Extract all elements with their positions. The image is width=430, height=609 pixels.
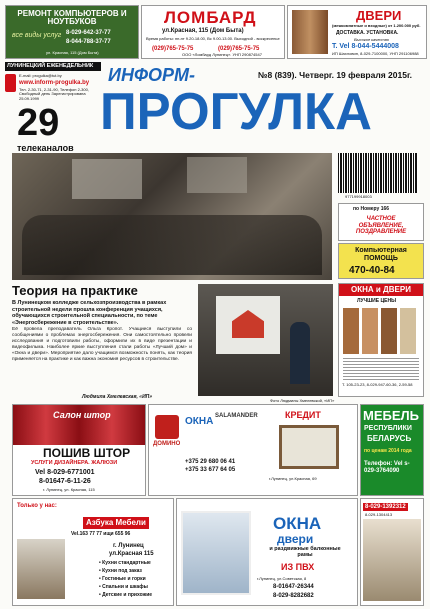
- ad-lombard-footer: ООО «Ломбард Лунинец». УНП 290874547: [182, 52, 262, 57]
- kitchen-item-2: • Кухни под заказ: [99, 568, 142, 574]
- domino-label: ОКНА: [185, 416, 214, 427]
- title-small: ИНФОРМ-: [108, 65, 195, 85]
- kitchen-item-3: • Гостиные и горки: [99, 576, 146, 582]
- speaker: [290, 322, 310, 384]
- ad-doors-phone: Т. Vel 8-044-5444008: [332, 43, 399, 50]
- bathroom-image: [363, 519, 421, 601]
- article-headline: Теория на практике: [12, 283, 138, 298]
- ad-computer-phone1: 8-029-642-37-77: [66, 30, 111, 36]
- computer-help-phone: 470-40-84: [349, 265, 395, 276]
- photo-window-2: [187, 157, 247, 193]
- ad-curtains[interactable]: [12, 404, 146, 496]
- door-sample-1: [343, 308, 359, 354]
- contacts-text: Тел. 2-30-71, 2-31-90, Телефон 2-300, Свободный день Зарегистрирована 25.09.1999: [19, 87, 89, 101]
- article-lead: В Лунинецком колледже сельхозпроизводства в рамках строительной недели прошла конференция учащихся, обучающихся строительной специальности, по теме «Энергосбережение в строительстве».: [12, 300, 167, 326]
- ad-computer-repair[interactable]: [5, 5, 139, 59]
- barcode-number: 977199918003: [345, 194, 372, 199]
- ad-windows-pvc[interactable]: [176, 498, 358, 606]
- domino-credit: КРЕДИТ: [285, 410, 321, 420]
- ad-furniture[interactable]: [360, 404, 424, 496]
- classifieds-issue: по Номеру 166: [353, 206, 390, 212]
- furniture-title: МЕБЕЛЬ: [363, 408, 419, 423]
- masthead-left-panel: [5, 62, 101, 158]
- ad-kitchen[interactable]: [12, 498, 174, 606]
- weekly-label: ЛУНИНЕЦКИЙ ЕЖЕНЕДЕЛЬНИК: [5, 62, 101, 71]
- curtains-address: г. Лунинец, ул. Красная, 115: [43, 487, 95, 492]
- curtains-shop: Салон штор: [53, 410, 111, 420]
- ad-lombard-hours: Время работы: пн-пт 9.20-18.00, Вс 9.00-13.00. Выходной - воскресенье: [146, 36, 280, 41]
- curtains-subtitle: УСЛУГИ ДИЗАЙНЕРА. ЖАЛЮЗИ: [31, 460, 118, 466]
- pvc-address: г.Лунинец, ул.Советская, 8: [257, 576, 307, 581]
- kitchen-heading: Только у нас:: [17, 503, 57, 509]
- domino-phone1: +375 29 680 06 41: [185, 459, 236, 465]
- furniture-phone: Телефон: Vel s-029-3764090: [364, 461, 410, 474]
- tv-number: 29: [17, 102, 60, 144]
- curtains-phone1: Vel 8-029-6771001: [35, 469, 95, 476]
- furniture-country1: РЕСПУБЛИКИ: [364, 425, 412, 432]
- tiles-phone: 8-029-1392312: [365, 504, 406, 510]
- site-url[interactable]: www.inform-progulka.by: [19, 80, 90, 86]
- ad-windows-doors[interactable]: [338, 283, 424, 397]
- ad-lombard[interactable]: [141, 5, 285, 59]
- domino-phone2: +375 33 677 64 05: [185, 467, 236, 473]
- windows-footer: Т. 105-23-23, 8-029-947-60-36, 2-59-58: [342, 382, 413, 387]
- kitchen-item-1: • Кухни стандартные: [99, 560, 151, 566]
- windows-text-block: [343, 358, 419, 380]
- windows-subtitle: ЛУЧШИЕ ЦЕНЫ: [357, 298, 396, 304]
- door-sample-4: [400, 308, 416, 354]
- ad-doors-line2: ДОСТАВКА. УСТАНОВКА.: [336, 30, 399, 36]
- ad-computer-title: РЕМОНТ КОМПЬЮТЕРОВ И НОУТБУКОВ: [17, 9, 127, 26]
- ad-computer-help[interactable]: [338, 243, 424, 279]
- ad-tiles[interactable]: [360, 498, 424, 606]
- article-author: Людмила Хмелевская, «ИП»: [82, 394, 153, 400]
- article-body: Её провела преподаватель Ольга Кропот. Учащиеся выступили со сообщениями о проблемах энергосбережения. Они самостоятельно провели исследования и подготовили работы, оформили их в виде презентации и видеофильма. Наиболее яркие выступления стали работы «Лучший дом» и «Окна и двери». Мероприятие дало учащимся возможность понять, как теория применяется на практике и как важна экономия ресурсов в строительстве.: [12, 327, 192, 362]
- main-photo: [12, 153, 332, 280]
- photo-caption: Фото Людмилы Хмелевской, «ИП»: [270, 398, 335, 403]
- ad-lombard-phone2: (029)765-75-75: [218, 46, 260, 52]
- domino-logo-icon: [155, 415, 179, 439]
- computer-help-title: Компьютерная ПОМОЩЬ: [355, 247, 407, 262]
- ad-domino[interactable]: [148, 404, 358, 496]
- barcode: [338, 153, 418, 193]
- door-sample-2: [362, 308, 378, 354]
- ad-lombard-phone1: (029)765-75-75: [152, 46, 194, 52]
- classifieds-text: ЧАСТНОЕ ОБЪЯВЛЕНИЕ, ПОЗДРАВЛЕНИЕ: [355, 216, 407, 236]
- windows-title: ОКНА и ДВЕРИ: [339, 284, 423, 296]
- tv-label: телеканалов: [17, 143, 74, 153]
- pvc-line3: и раздвижные балконные рамы: [269, 546, 341, 558]
- pvc-line2: двери: [277, 532, 314, 546]
- ad-doors-footer: ИП Шахловин, 8-029-7100000, УНП 291106988: [332, 51, 419, 56]
- pvc-mobile: 8-029-8282682: [273, 593, 314, 599]
- kitchen-address: ул.Красная 115: [109, 551, 154, 557]
- ad-computer-phone2: 8-044-788-37-77: [66, 39, 111, 45]
- ad-computer-note: все виды услуг: [12, 32, 62, 39]
- article-photo: [198, 284, 333, 396]
- issue-info: №8 (839). Четверг. 19 февраля 2015г.: [258, 70, 413, 80]
- pvc-line4: ИЗ ПВХ: [281, 562, 315, 572]
- ad-doors[interactable]: [287, 5, 427, 59]
- curtains-phone2: 8-01647-6-11-26: [39, 478, 91, 485]
- ad-doors-title: ДВЕРИ: [356, 8, 402, 23]
- domino-address: г.Лунинец, ул.Красная, 69: [269, 476, 317, 481]
- kitchen-phone: Vel.163 77 77 ищи 655 96: [71, 531, 131, 537]
- kitchen-city: г. Лунинец: [113, 543, 144, 549]
- furniture-prices: по ценам 2014 года: [364, 448, 412, 454]
- ad-classifieds[interactable]: [338, 203, 424, 241]
- pvc-phone: 8-01647-26344: [273, 584, 314, 590]
- ad-doors-subtitle: (межкомнатные и входные) от 1.200.000 руб.: [332, 23, 421, 28]
- salamander-label: SALAMANDER: [215, 413, 258, 419]
- email-text: E-mail: progulka@tut.by: [19, 73, 62, 78]
- ad-computer-address: ул. Красная, 115 (Дом Быта): [46, 50, 99, 55]
- door-sample-3: [381, 308, 397, 354]
- ad-lombard-title: ЛОМБАРД: [164, 8, 257, 27]
- ad-lombard-address: ул.Красная, 115 (Дом Быта): [162, 28, 244, 34]
- ad-doors-line3: Высокое качество: [354, 37, 389, 42]
- logo-icon: [5, 74, 16, 92]
- pvc-window-image: [181, 511, 251, 595]
- kitchen-item-4: • Спальни и шкафы: [99, 584, 148, 590]
- tiles-extra: 8-029-1304413: [365, 512, 393, 517]
- pvc-title: ОКНА: [273, 514, 322, 533]
- kitchen-item-5: • Детские и прихожие: [99, 592, 153, 598]
- door-image: [292, 10, 328, 54]
- kitchen-brand: Азбука Мебели: [83, 517, 149, 529]
- domino-brand: ДОМИНО: [153, 441, 181, 447]
- photo-window: [72, 159, 142, 199]
- domino-window-image: [279, 425, 339, 469]
- curtains-title: ПОШИВ ШТОР: [43, 446, 131, 460]
- furniture-country2: БЕЛАРУСЬ: [367, 434, 412, 443]
- newspaper-title: ПРОГУЛКА: [100, 83, 372, 141]
- kitchen-image: [17, 539, 65, 599]
- photo-students-row: [22, 215, 322, 275]
